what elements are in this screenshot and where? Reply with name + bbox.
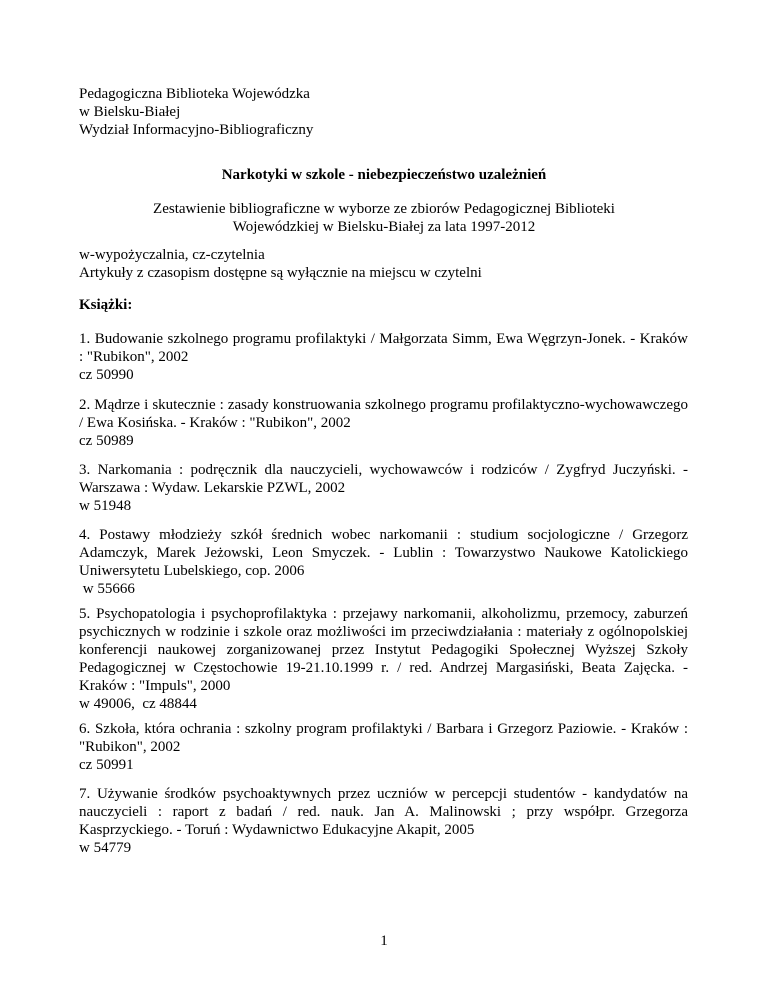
document-title: Narkotyki w szkole - niebezpieczeństwo uzależnień: [221, 167, 547, 183]
entry-description: 7. Używanie środków psychoaktywnych przez uczniów w percepcji studentów - kandydatów na nauczycieli : raport z badań / red. nauk. Jan A. Malinowski ; przy współpr. Grzegorza Kasprzyckiego. - Toruń : Wydawnictwo Edukacyjne Akapit, 2005: [79, 786, 688, 838]
entry-description: 6. Szkoła, która ochrania : szkolny program profilaktyki / Barbara i Grzegorz Paziowie. - Kraków : "Rubikon", 2002: [79, 721, 688, 755]
document-subtitle: [0, 200, 768, 236]
library-city: w Bielsku-Białej: [79, 104, 181, 120]
books-heading: Książki:: [79, 297, 133, 313]
bibliography-entry: [79, 461, 688, 515]
library-name: Pedagogiczna Biblioteka Wojewódzka: [79, 86, 310, 102]
entry-signature: w 49006, cz 48844: [79, 696, 197, 712]
entry-description: 1. Budowanie szkolnego programu profilaktyki / Małgorzata Simm, Ewa Węgrzyn-Jonek. - Kraków : "Rubikon", 2002: [79, 331, 688, 365]
abbreviations-note: w-wypożyczalnia, cz-czytelnia: [79, 247, 265, 263]
library-department: Wydział Informacyjno-Bibliograficzny: [79, 122, 314, 138]
bibliography-entry: [79, 785, 688, 857]
bibliography-entry: [79, 526, 688, 598]
entry-description: 5. Psychopatologia i psychoprofilaktyka : przejawy narkomanii, alkoholizmu, przemocy, zaburzeń psychicznych w rodzinie i szkole oraz możliwości im przeciwdziałania : materiały z ogólnopolskiej konferencji naukowej zorganizowanej przez Instytut Pedagogiki Społecznej Wyższej Szkoły Pedagogicznej w Częstochowie 19-21.10.1999 r. / red. Andrzej Margasiński, Beata Zajęcka. - Kraków : "Impuls", 2000: [79, 606, 688, 694]
subtitle-line-1: Zestawienie bibliograficzne w wyborze ze zbiorów Pedagogicznej Biblioteki: [153, 201, 615, 217]
entry-description: 3. Narkomania : podręcznik dla nauczycieli, wychowawców i rodziców / Zygfryd Juczyński. - Warszawa : Wydaw. Lekarskie PZWL, 2002: [79, 462, 688, 496]
entry-signature: w 51948: [79, 498, 132, 514]
bibliography-entry: [79, 330, 688, 384]
subtitle-line-2: Wojewódzkiej w Bielsku-Białej za lata 1997-2012: [232, 219, 536, 235]
entry-signature: w 54779: [79, 840, 132, 856]
bibliography-entry: [79, 396, 688, 450]
entry-signature: cz 50991: [79, 757, 134, 773]
periodicals-note: Artykuły z czasopism dostępne są wyłącznie na miejscu w czytelni: [79, 265, 482, 281]
entry-description: 2. Mądrze i skutecznie : zasady konstruowania szkolnego programu profilaktyczno-wychowawczego / Ewa Kosińska. - Kraków : "Rubikon", 2002: [79, 397, 688, 431]
entry-signature: cz 50989: [79, 433, 134, 449]
notes: [79, 246, 482, 282]
entry-description: 4. Postawy młodzieży szkół średnich wobec narkomanii : studium socjologiczne / Grzegorz Adamczyk, Marek Jeżowski, Leon Smyczek. - Lublin : Towarzystwo Naukowe Katolickiego Uniwersytetu Lubelskiego, cop. 2006: [79, 527, 688, 579]
library-header: [79, 85, 313, 139]
bibliography-entry: [79, 605, 688, 713]
entry-signature: w 55666: [79, 581, 135, 597]
entry-signature: cz 50990: [79, 367, 134, 383]
bibliography-entry: [79, 720, 688, 774]
page-number: 1: [380, 933, 388, 949]
